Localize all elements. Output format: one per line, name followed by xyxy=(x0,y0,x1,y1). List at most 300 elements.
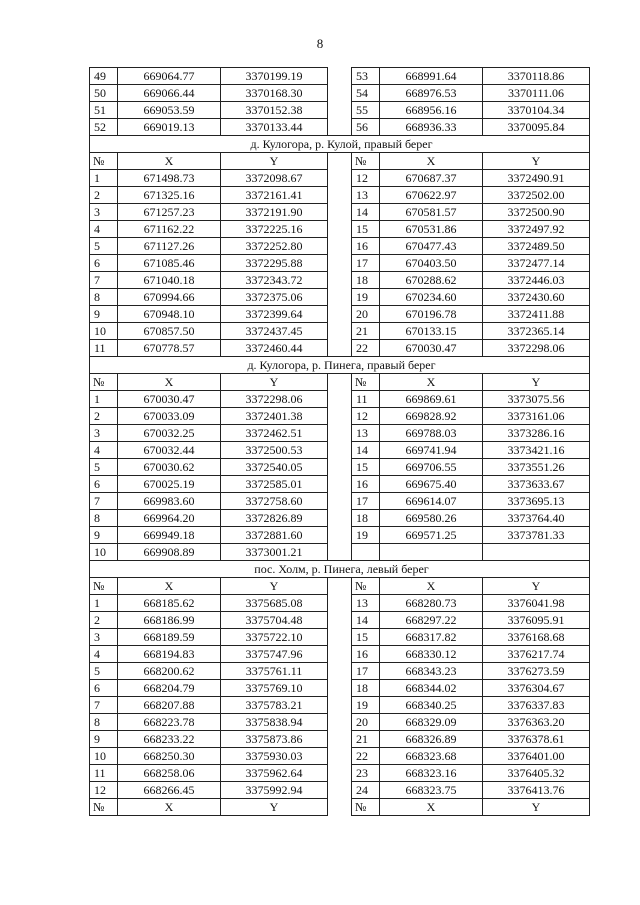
y-coordinate: 3372161.41 xyxy=(221,187,328,204)
y-coordinate: 3372497.92 xyxy=(483,221,590,238)
column-gap xyxy=(328,119,352,136)
point-number: 20 xyxy=(352,306,380,323)
point-number: 3 xyxy=(90,204,118,221)
point-number: 15 xyxy=(352,459,380,476)
y-coordinate: 3372502.00 xyxy=(483,187,590,204)
x-coordinate: 668189.59 xyxy=(118,629,221,646)
point-number: 8 xyxy=(90,510,118,527)
table-row xyxy=(90,544,590,561)
x-coordinate: 670403.50 xyxy=(380,255,483,272)
y-coordinate: 3370168.30 xyxy=(221,85,328,102)
x-coordinate: 671162.22 xyxy=(118,221,221,238)
y-coordinate: 3373695.13 xyxy=(483,493,590,510)
x-coordinate: 668204.79 xyxy=(118,680,221,697)
header-x: X xyxy=(380,374,483,391)
y-coordinate: 3372365.14 xyxy=(483,323,590,340)
y-coordinate: 3370152.38 xyxy=(221,102,328,119)
y-coordinate: 3376413.76 xyxy=(483,782,590,799)
table-row xyxy=(90,493,590,510)
y-coordinate: 3376273.59 xyxy=(483,663,590,680)
x-coordinate: 670234.60 xyxy=(380,289,483,306)
column-gap xyxy=(328,289,352,306)
point-number: 50 xyxy=(90,85,118,102)
table-row xyxy=(90,748,590,765)
point-number: 9 xyxy=(90,527,118,544)
y-coordinate: 3376405.32 xyxy=(483,765,590,782)
x-coordinate: 670133.15 xyxy=(380,323,483,340)
x-coordinate: 668223.78 xyxy=(118,714,221,731)
y-coordinate: 3375722.10 xyxy=(221,629,328,646)
table-row xyxy=(90,255,590,272)
section-title: пос. Холм, р. Пинега, левый берег xyxy=(90,561,590,578)
point-number: 2 xyxy=(90,408,118,425)
x-coordinate: 671040.18 xyxy=(118,272,221,289)
x-coordinate: 669828.92 xyxy=(380,408,483,425)
column-gap xyxy=(328,527,352,544)
point-number: 10 xyxy=(90,748,118,765)
y-coordinate: 3376337.83 xyxy=(483,697,590,714)
point-number: 6 xyxy=(90,476,118,493)
column-gap xyxy=(328,306,352,323)
column-gap xyxy=(328,85,352,102)
header-x: X xyxy=(380,578,483,595)
table-row xyxy=(90,663,590,680)
x-coordinate: 669949.18 xyxy=(118,527,221,544)
header-number: № xyxy=(90,799,118,816)
header-y: Y xyxy=(221,374,328,391)
point-number: 52 xyxy=(90,119,118,136)
y-coordinate: 3370111.06 xyxy=(483,85,590,102)
x-coordinate: 671325.16 xyxy=(118,187,221,204)
x-coordinate: 668340.25 xyxy=(380,697,483,714)
header-y: Y xyxy=(221,578,328,595)
x-coordinate: 668329.09 xyxy=(380,714,483,731)
x-coordinate: 668266.45 xyxy=(118,782,221,799)
column-gap xyxy=(328,255,352,272)
table-row xyxy=(90,272,590,289)
column-gap xyxy=(328,765,352,782)
section-title-row xyxy=(90,136,590,153)
point-number: 15 xyxy=(352,629,380,646)
table-row xyxy=(90,102,590,119)
header-number: № xyxy=(90,578,118,595)
table-row xyxy=(90,170,590,187)
y-coordinate: 3373286.16 xyxy=(483,425,590,442)
y-coordinate: 3372295.88 xyxy=(221,255,328,272)
x-coordinate xyxy=(380,544,483,561)
x-coordinate: 671257.23 xyxy=(118,204,221,221)
column-gap xyxy=(328,102,352,119)
column-gap xyxy=(328,680,352,697)
point-number: 9 xyxy=(90,731,118,748)
y-coordinate: 3372826.89 xyxy=(221,510,328,527)
point-number: 1 xyxy=(90,595,118,612)
y-coordinate: 3372489.50 xyxy=(483,238,590,255)
column-gap xyxy=(328,731,352,748)
x-coordinate: 670196.78 xyxy=(380,306,483,323)
table-row xyxy=(90,476,590,493)
column-gap xyxy=(328,340,352,357)
header-y: Y xyxy=(483,578,590,595)
column-gap xyxy=(328,153,352,170)
header-number: № xyxy=(352,799,380,816)
table-row xyxy=(90,612,590,629)
coordinates-table-body xyxy=(90,68,590,816)
point-number: 54 xyxy=(352,85,380,102)
point-number: 56 xyxy=(352,119,380,136)
section-title-row xyxy=(90,357,590,374)
column-gap xyxy=(328,612,352,629)
x-coordinate: 670687.37 xyxy=(380,170,483,187)
coordinates-table xyxy=(89,67,590,816)
point-number: 14 xyxy=(352,204,380,221)
table-row xyxy=(90,459,590,476)
x-coordinate: 670288.62 xyxy=(380,272,483,289)
x-coordinate: 668258.06 xyxy=(118,765,221,782)
column-gap xyxy=(328,646,352,663)
y-coordinate: 3372490.91 xyxy=(483,170,590,187)
point-number: 20 xyxy=(352,714,380,731)
y-coordinate: 3375930.03 xyxy=(221,748,328,765)
y-coordinate: 3372191.90 xyxy=(221,204,328,221)
x-coordinate: 668330.12 xyxy=(380,646,483,663)
y-coordinate: 3376168.68 xyxy=(483,629,590,646)
x-coordinate: 670032.25 xyxy=(118,425,221,442)
y-coordinate: 3375761.11 xyxy=(221,663,328,680)
column-gap xyxy=(328,544,352,561)
point-number: 16 xyxy=(352,646,380,663)
table-row xyxy=(90,204,590,221)
x-coordinate: 670531.86 xyxy=(380,221,483,238)
point-number: 10 xyxy=(90,544,118,561)
y-coordinate: 3372225.16 xyxy=(221,221,328,238)
x-coordinate: 669706.55 xyxy=(380,459,483,476)
column-gap xyxy=(328,799,352,816)
table-row xyxy=(90,782,590,799)
x-coordinate: 668323.68 xyxy=(380,748,483,765)
y-coordinate: 3376217.74 xyxy=(483,646,590,663)
table-row xyxy=(90,323,590,340)
x-coordinate: 669788.03 xyxy=(380,425,483,442)
x-coordinate: 668344.02 xyxy=(380,680,483,697)
y-coordinate: 3375962.64 xyxy=(221,765,328,782)
point-number: 1 xyxy=(90,391,118,408)
header-y: Y xyxy=(483,153,590,170)
x-coordinate: 670948.10 xyxy=(118,306,221,323)
y-coordinate: 3372399.64 xyxy=(221,306,328,323)
column-gap xyxy=(328,238,352,255)
x-coordinate: 668280.73 xyxy=(380,595,483,612)
point-number: 4 xyxy=(90,221,118,238)
point-number: 23 xyxy=(352,765,380,782)
point-number: 8 xyxy=(90,714,118,731)
y-coordinate: 3373781.33 xyxy=(483,527,590,544)
coordinates-sheet xyxy=(89,67,589,816)
header-number: № xyxy=(352,153,380,170)
x-coordinate: 670025.19 xyxy=(118,476,221,493)
column-gap xyxy=(328,595,352,612)
x-coordinate: 668976.53 xyxy=(380,85,483,102)
y-coordinate: 3375704.48 xyxy=(221,612,328,629)
header-x: X xyxy=(118,799,221,816)
x-coordinate: 669580.26 xyxy=(380,510,483,527)
table-row xyxy=(90,731,590,748)
x-coordinate: 668186.99 xyxy=(118,612,221,629)
y-coordinate: 3370133.44 xyxy=(221,119,328,136)
column-gap xyxy=(328,391,352,408)
x-coordinate: 670778.57 xyxy=(118,340,221,357)
table-row xyxy=(90,238,590,255)
x-coordinate: 669614.07 xyxy=(380,493,483,510)
point-number: 12 xyxy=(352,170,380,187)
column-header-row xyxy=(90,578,590,595)
point-number: 5 xyxy=(90,238,118,255)
point-number: 21 xyxy=(352,731,380,748)
point-number: 14 xyxy=(352,612,380,629)
section-title: д. Кулогора, р. Кулой, правый берег xyxy=(90,136,590,153)
x-coordinate: 670622.97 xyxy=(380,187,483,204)
x-coordinate: 669741.94 xyxy=(380,442,483,459)
y-coordinate: 3375747.96 xyxy=(221,646,328,663)
x-coordinate: 669019.13 xyxy=(118,119,221,136)
column-gap xyxy=(328,510,352,527)
point-number: 13 xyxy=(352,425,380,442)
y-coordinate: 3372758.60 xyxy=(221,493,328,510)
table-row xyxy=(90,340,590,357)
y-coordinate: 3376363.20 xyxy=(483,714,590,731)
column-gap xyxy=(328,714,352,731)
section-title-row xyxy=(90,561,590,578)
point-number: 17 xyxy=(352,493,380,510)
x-coordinate: 669675.40 xyxy=(380,476,483,493)
y-coordinate: 3370095.84 xyxy=(483,119,590,136)
y-coordinate: 3372401.38 xyxy=(221,408,328,425)
column-gap xyxy=(328,187,352,204)
column-gap xyxy=(328,221,352,238)
table-row xyxy=(90,765,590,782)
y-coordinate: 3375769.10 xyxy=(221,680,328,697)
header-x: X xyxy=(118,374,221,391)
table-row xyxy=(90,680,590,697)
header-y: Y xyxy=(483,799,590,816)
point-number: 15 xyxy=(352,221,380,238)
table-row xyxy=(90,714,590,731)
y-coordinate: 3370199.19 xyxy=(221,68,328,85)
point-number: 55 xyxy=(352,102,380,119)
point-number: 22 xyxy=(352,748,380,765)
header-number: № xyxy=(352,374,380,391)
y-coordinate: 3372375.06 xyxy=(221,289,328,306)
y-coordinate: 3373551.26 xyxy=(483,459,590,476)
y-coordinate: 3375838.94 xyxy=(221,714,328,731)
point-number: 7 xyxy=(90,493,118,510)
x-coordinate: 670857.50 xyxy=(118,323,221,340)
column-gap xyxy=(328,459,352,476)
x-coordinate: 668326.89 xyxy=(380,731,483,748)
y-coordinate: 3372298.06 xyxy=(221,391,328,408)
point-number: 13 xyxy=(352,187,380,204)
column-gap xyxy=(328,748,352,765)
point-number: 11 xyxy=(352,391,380,408)
point-number: 18 xyxy=(352,510,380,527)
x-coordinate: 669908.89 xyxy=(118,544,221,561)
point-number: 16 xyxy=(352,476,380,493)
point-number: 18 xyxy=(352,680,380,697)
table-row xyxy=(90,289,590,306)
point-number: 17 xyxy=(352,663,380,680)
y-coordinate: 3373161.06 xyxy=(483,408,590,425)
x-coordinate: 668323.75 xyxy=(380,782,483,799)
point-number: 16 xyxy=(352,238,380,255)
column-header-row xyxy=(90,374,590,391)
point-number: 24 xyxy=(352,782,380,799)
point-number: 5 xyxy=(90,459,118,476)
column-gap xyxy=(328,663,352,680)
point-number: 12 xyxy=(352,408,380,425)
column-gap xyxy=(328,629,352,646)
table-row xyxy=(90,68,590,85)
header-x: X xyxy=(118,578,221,595)
table-row xyxy=(90,425,590,442)
column-header-row xyxy=(90,799,590,816)
point-number: 14 xyxy=(352,442,380,459)
y-coordinate: 3372252.80 xyxy=(221,238,328,255)
point-number: 5 xyxy=(90,663,118,680)
point-number: 2 xyxy=(90,612,118,629)
x-coordinate: 668185.62 xyxy=(118,595,221,612)
point-number: 12 xyxy=(90,782,118,799)
table-row xyxy=(90,595,590,612)
x-coordinate: 670477.43 xyxy=(380,238,483,255)
x-coordinate: 669869.61 xyxy=(380,391,483,408)
x-coordinate: 670030.62 xyxy=(118,459,221,476)
header-x: X xyxy=(380,799,483,816)
point-number: 3 xyxy=(90,629,118,646)
point-number: 7 xyxy=(90,697,118,714)
y-coordinate: 3372477.14 xyxy=(483,255,590,272)
y-coordinate: 3376095.91 xyxy=(483,612,590,629)
y-coordinate: 3373764.40 xyxy=(483,510,590,527)
y-coordinate: 3375992.94 xyxy=(221,782,328,799)
table-row xyxy=(90,527,590,544)
point-number: 53 xyxy=(352,68,380,85)
column-gap xyxy=(328,408,352,425)
x-coordinate: 671498.73 xyxy=(118,170,221,187)
point-number: 19 xyxy=(352,697,380,714)
y-coordinate: 3372446.03 xyxy=(483,272,590,289)
x-coordinate: 668956.16 xyxy=(380,102,483,119)
x-coordinate: 671085.46 xyxy=(118,255,221,272)
header-x: X xyxy=(118,153,221,170)
table-row xyxy=(90,697,590,714)
table-row xyxy=(90,85,590,102)
y-coordinate: 3372430.60 xyxy=(483,289,590,306)
x-coordinate: 668323.16 xyxy=(380,765,483,782)
x-coordinate: 670994.66 xyxy=(118,289,221,306)
y-coordinate: 3372585.01 xyxy=(221,476,328,493)
column-gap xyxy=(328,204,352,221)
header-number: № xyxy=(352,578,380,595)
x-coordinate: 668936.33 xyxy=(380,119,483,136)
header-x: X xyxy=(380,153,483,170)
column-gap xyxy=(328,782,352,799)
x-coordinate: 670030.47 xyxy=(118,391,221,408)
point-number: 21 xyxy=(352,323,380,340)
point-number: 17 xyxy=(352,255,380,272)
column-gap xyxy=(328,425,352,442)
header-y: Y xyxy=(221,799,328,816)
x-coordinate: 668991.64 xyxy=(380,68,483,85)
point-number: 3 xyxy=(90,425,118,442)
y-coordinate: 3373633.67 xyxy=(483,476,590,493)
point-number: 4 xyxy=(90,442,118,459)
x-coordinate: 669983.60 xyxy=(118,493,221,510)
header-y: Y xyxy=(221,153,328,170)
column-gap xyxy=(328,374,352,391)
point-number: 19 xyxy=(352,289,380,306)
y-coordinate: 3375873.86 xyxy=(221,731,328,748)
table-row xyxy=(90,646,590,663)
point-number: 6 xyxy=(90,680,118,697)
x-coordinate: 669053.59 xyxy=(118,102,221,119)
y-coordinate: 3376401.00 xyxy=(483,748,590,765)
column-gap xyxy=(328,476,352,493)
y-coordinate: 3370104.34 xyxy=(483,102,590,119)
x-coordinate: 669571.25 xyxy=(380,527,483,544)
x-coordinate: 670032.44 xyxy=(118,442,221,459)
x-coordinate: 670033.09 xyxy=(118,408,221,425)
y-coordinate: 3375685.08 xyxy=(221,595,328,612)
point-number: 51 xyxy=(90,102,118,119)
point-number: 4 xyxy=(90,646,118,663)
point-number xyxy=(352,544,380,561)
table-row xyxy=(90,391,590,408)
y-coordinate: 3376304.67 xyxy=(483,680,590,697)
y-coordinate: 3372298.06 xyxy=(483,340,590,357)
point-number: 1 xyxy=(90,170,118,187)
y-coordinate: 3372343.72 xyxy=(221,272,328,289)
point-number: 11 xyxy=(90,765,118,782)
point-number: 9 xyxy=(90,306,118,323)
y-coordinate: 3372500.53 xyxy=(221,442,328,459)
table-row xyxy=(90,187,590,204)
table-row xyxy=(90,119,590,136)
point-number: 49 xyxy=(90,68,118,85)
y-coordinate: 3372098.67 xyxy=(221,170,328,187)
table-row xyxy=(90,306,590,323)
column-gap xyxy=(328,697,352,714)
point-number: 2 xyxy=(90,187,118,204)
column-gap xyxy=(328,170,352,187)
y-coordinate: 3372460.44 xyxy=(221,340,328,357)
x-coordinate: 668194.83 xyxy=(118,646,221,663)
y-coordinate: 3373421.16 xyxy=(483,442,590,459)
x-coordinate: 668207.88 xyxy=(118,697,221,714)
column-gap xyxy=(328,493,352,510)
header-y: Y xyxy=(483,374,590,391)
column-gap xyxy=(328,578,352,595)
column-gap xyxy=(328,323,352,340)
page-number: 8 xyxy=(316,36,324,51)
x-coordinate: 671127.26 xyxy=(118,238,221,255)
section-title: д. Кулогора, р. Пинега, правый берег xyxy=(90,357,590,374)
point-number: 22 xyxy=(352,340,380,357)
column-gap xyxy=(328,442,352,459)
y-coordinate: 3372881.60 xyxy=(221,527,328,544)
x-coordinate: 668297.22 xyxy=(380,612,483,629)
y-coordinate: 3373001.21 xyxy=(221,544,328,561)
x-coordinate: 668200.62 xyxy=(118,663,221,680)
